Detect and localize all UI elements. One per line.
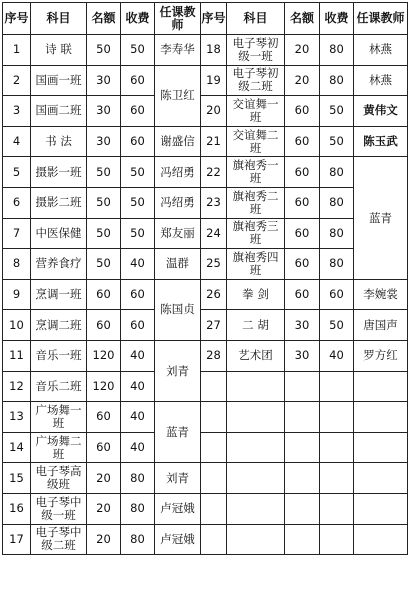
empty-cell <box>354 371 408 402</box>
header-teacher-right: 任课教师 <box>354 3 408 35</box>
seq-cell: 20 <box>201 96 227 127</box>
fee-cell: 50 <box>121 35 155 66</box>
seq-cell: 10 <box>3 310 31 341</box>
fee-cell: 40 <box>320 340 354 371</box>
quota-cell: 120 <box>87 340 121 371</box>
quota-cell: 50 <box>87 157 121 188</box>
subject-cell: 电子琴初级一班 <box>227 35 285 66</box>
fee-cell: 80 <box>320 218 354 249</box>
teacher-cell: 林燕 <box>354 65 408 96</box>
table-row <box>3 493 408 524</box>
table-row <box>3 249 408 280</box>
empty-cell <box>227 371 285 402</box>
subject-cell: 国画一班 <box>31 65 87 96</box>
quota-cell: 50 <box>87 249 121 280</box>
empty-cell <box>227 432 285 463</box>
empty-cell <box>354 432 408 463</box>
quota-cell: 60 <box>285 126 320 157</box>
empty-cell <box>320 432 354 463</box>
seq-cell: 6 <box>3 187 31 218</box>
subject-cell: 旗袍秀一班 <box>227 157 285 188</box>
fee-cell: 80 <box>320 35 354 66</box>
quota-cell: 60 <box>87 402 121 433</box>
teacher-cell: 罗方红 <box>354 340 408 371</box>
table-row <box>3 340 408 371</box>
subject-cell: 交谊舞一班 <box>227 96 285 127</box>
table-row <box>3 65 408 96</box>
empty-cell <box>227 493 285 524</box>
seq-cell: 25 <box>201 249 227 280</box>
teacher-cell: 黄伟文 <box>354 96 408 127</box>
quota-cell: 60 <box>285 157 320 188</box>
empty-cell <box>201 371 227 402</box>
subject-cell: 艺术团 <box>227 340 285 371</box>
subject-cell: 诗 联 <box>31 35 87 66</box>
subject-cell: 摄影一班 <box>31 157 87 188</box>
seq-cell: 19 <box>201 65 227 96</box>
seq-cell: 27 <box>201 310 227 341</box>
seq-cell: 5 <box>3 157 31 188</box>
course-table <box>2 2 408 555</box>
empty-cell <box>285 463 320 494</box>
header-row <box>3 3 408 35</box>
fee-cell: 40 <box>121 432 155 463</box>
subject-cell: 广场舞二班 <box>31 432 87 463</box>
empty-cell <box>285 493 320 524</box>
seq-cell: 3 <box>3 96 31 127</box>
fee-cell: 80 <box>320 157 354 188</box>
seq-cell: 18 <box>201 35 227 66</box>
header-quota-right: 名额 <box>285 3 320 35</box>
fee-cell: 50 <box>320 310 354 341</box>
empty-cell <box>320 402 354 433</box>
header-fee-right: 收费 <box>320 3 354 35</box>
table-row <box>3 218 408 249</box>
empty-cell <box>285 402 320 433</box>
empty-cell <box>201 524 227 555</box>
seq-cell: 21 <box>201 126 227 157</box>
table-row <box>3 35 408 66</box>
seq-cell: 22 <box>201 157 227 188</box>
teacher-cell: 刘青 <box>155 340 201 401</box>
seq-cell: 28 <box>201 340 227 371</box>
fee-cell: 80 <box>121 524 155 555</box>
quota-cell: 60 <box>285 279 320 310</box>
quota-cell: 50 <box>87 218 121 249</box>
subject-cell: 烹调二班 <box>31 310 87 341</box>
quota-cell: 60 <box>285 249 320 280</box>
subject-cell: 营养食疗 <box>31 249 87 280</box>
empty-cell <box>285 371 320 402</box>
fee-cell: 60 <box>121 65 155 96</box>
seq-cell: 11 <box>3 340 31 371</box>
subject-cell: 交谊舞二班 <box>227 126 285 157</box>
fee-cell: 80 <box>320 65 354 96</box>
header-teacher-left: 任课教师 <box>155 3 201 35</box>
teacher-cell: 蓝青 <box>155 402 201 463</box>
seq-cell: 8 <box>3 249 31 280</box>
empty-cell <box>227 524 285 555</box>
quota-cell: 60 <box>285 96 320 127</box>
quota-cell: 120 <box>87 371 121 402</box>
quota-cell: 30 <box>87 126 121 157</box>
subject-cell: 电子琴高级班 <box>31 463 87 494</box>
subject-cell: 电子琴中级二班 <box>31 524 87 555</box>
subject-cell: 旗袍秀三班 <box>227 218 285 249</box>
subject-cell: 烹调一班 <box>31 279 87 310</box>
fee-cell: 40 <box>121 249 155 280</box>
table-row <box>3 524 408 555</box>
quota-cell: 50 <box>87 187 121 218</box>
fee-cell: 60 <box>320 279 354 310</box>
teacher-cell: 谢盛信 <box>155 126 201 157</box>
fee-cell: 80 <box>121 463 155 494</box>
quota-cell: 60 <box>87 279 121 310</box>
header-subject-left: 科目 <box>31 3 87 35</box>
empty-cell <box>354 524 408 555</box>
quota-cell: 20 <box>87 493 121 524</box>
quota-cell: 30 <box>87 65 121 96</box>
subject-cell: 中医保健 <box>31 218 87 249</box>
subject-cell: 音乐一班 <box>31 340 87 371</box>
quota-cell: 60 <box>87 310 121 341</box>
empty-cell <box>201 463 227 494</box>
fee-cell: 80 <box>320 187 354 218</box>
quota-cell: 20 <box>285 35 320 66</box>
fee-cell: 60 <box>121 96 155 127</box>
seq-cell: 13 <box>3 402 31 433</box>
header-fee-left: 收费 <box>121 3 155 35</box>
empty-cell <box>201 432 227 463</box>
teacher-cell: 冯绍勇 <box>155 187 201 218</box>
subject-cell: 电子琴中级一班 <box>31 493 87 524</box>
seq-cell: 17 <box>3 524 31 555</box>
seq-cell: 7 <box>3 218 31 249</box>
teacher-cell: 温群 <box>155 249 201 280</box>
header-quota-left: 名额 <box>87 3 121 35</box>
fee-cell: 60 <box>121 126 155 157</box>
seq-cell: 14 <box>3 432 31 463</box>
empty-cell <box>354 493 408 524</box>
quota-cell: 50 <box>87 35 121 66</box>
empty-cell <box>320 463 354 494</box>
fee-cell: 50 <box>121 218 155 249</box>
fee-cell: 50 <box>121 187 155 218</box>
fee-cell: 80 <box>121 493 155 524</box>
fee-cell: 50 <box>320 126 354 157</box>
subject-cell: 音乐二班 <box>31 371 87 402</box>
empty-cell <box>354 463 408 494</box>
table-row <box>3 310 408 341</box>
table-row <box>3 402 408 433</box>
empty-cell <box>320 493 354 524</box>
fee-cell: 60 <box>121 310 155 341</box>
teacher-cell: 郑友丽 <box>155 218 201 249</box>
seq-cell: 26 <box>201 279 227 310</box>
quota-cell: 20 <box>87 524 121 555</box>
header-subject-right: 科目 <box>227 3 285 35</box>
quota-cell: 60 <box>285 187 320 218</box>
teacher-cell: 唐国声 <box>354 310 408 341</box>
teacher-cell: 林燕 <box>354 35 408 66</box>
table-row <box>3 157 408 188</box>
quota-cell: 60 <box>87 432 121 463</box>
seq-cell: 24 <box>201 218 227 249</box>
header-seq-right: 序号 <box>201 3 227 35</box>
quota-cell: 30 <box>285 340 320 371</box>
table-row <box>3 126 408 157</box>
table-row <box>3 463 408 494</box>
fee-cell: 80 <box>320 249 354 280</box>
teacher-cell: 陈卫红 <box>155 65 201 126</box>
fee-cell: 40 <box>121 371 155 402</box>
empty-cell <box>201 493 227 524</box>
seq-cell: 2 <box>3 65 31 96</box>
seq-cell: 12 <box>3 371 31 402</box>
table-row <box>3 371 408 402</box>
subject-cell: 国画二班 <box>31 96 87 127</box>
empty-cell <box>201 402 227 433</box>
empty-cell <box>227 463 285 494</box>
quota-cell: 30 <box>87 96 121 127</box>
subject-cell: 二 胡 <box>227 310 285 341</box>
seq-cell: 4 <box>3 126 31 157</box>
teacher-cell: 陈玉武 <box>354 126 408 157</box>
teacher-cell: 冯绍勇 <box>155 157 201 188</box>
quota-cell: 20 <box>285 65 320 96</box>
empty-cell <box>285 524 320 555</box>
seq-cell: 1 <box>3 35 31 66</box>
fee-cell: 50 <box>121 157 155 188</box>
fee-cell: 60 <box>121 279 155 310</box>
subject-cell: 电子琴初级二班 <box>227 65 285 96</box>
seq-cell: 15 <box>3 463 31 494</box>
teacher-cell: 卢冠娥 <box>155 524 201 555</box>
empty-cell <box>320 371 354 402</box>
seq-cell: 16 <box>3 493 31 524</box>
table-row <box>3 187 408 218</box>
teacher-cell: 李婉裳 <box>354 279 408 310</box>
subject-cell: 书 法 <box>31 126 87 157</box>
seq-cell: 23 <box>201 187 227 218</box>
teacher-cell: 蓝青 <box>354 157 408 279</box>
teacher-cell: 李寿华 <box>155 35 201 66</box>
table-row <box>3 279 408 310</box>
subject-cell: 旗袍秀二班 <box>227 187 285 218</box>
quota-cell: 30 <box>285 310 320 341</box>
empty-cell <box>227 402 285 433</box>
table-row <box>3 432 408 463</box>
empty-cell <box>320 524 354 555</box>
fee-cell: 50 <box>320 96 354 127</box>
fee-cell: 40 <box>121 402 155 433</box>
subject-cell: 旗袍秀四班 <box>227 249 285 280</box>
table-row <box>3 96 408 127</box>
fee-cell: 40 <box>121 340 155 371</box>
quota-cell: 20 <box>87 463 121 494</box>
teacher-cell: 陈国贞 <box>155 279 201 340</box>
quota-cell: 60 <box>285 218 320 249</box>
teacher-cell: 刘青 <box>155 463 201 494</box>
header-seq-left: 序号 <box>3 3 31 35</box>
seq-cell: 9 <box>3 279 31 310</box>
empty-cell <box>285 432 320 463</box>
subject-cell: 拳 剑 <box>227 279 285 310</box>
subject-cell: 广场舞一班 <box>31 402 87 433</box>
teacher-cell: 卢冠娥 <box>155 493 201 524</box>
empty-cell <box>354 402 408 433</box>
subject-cell: 摄影二班 <box>31 187 87 218</box>
